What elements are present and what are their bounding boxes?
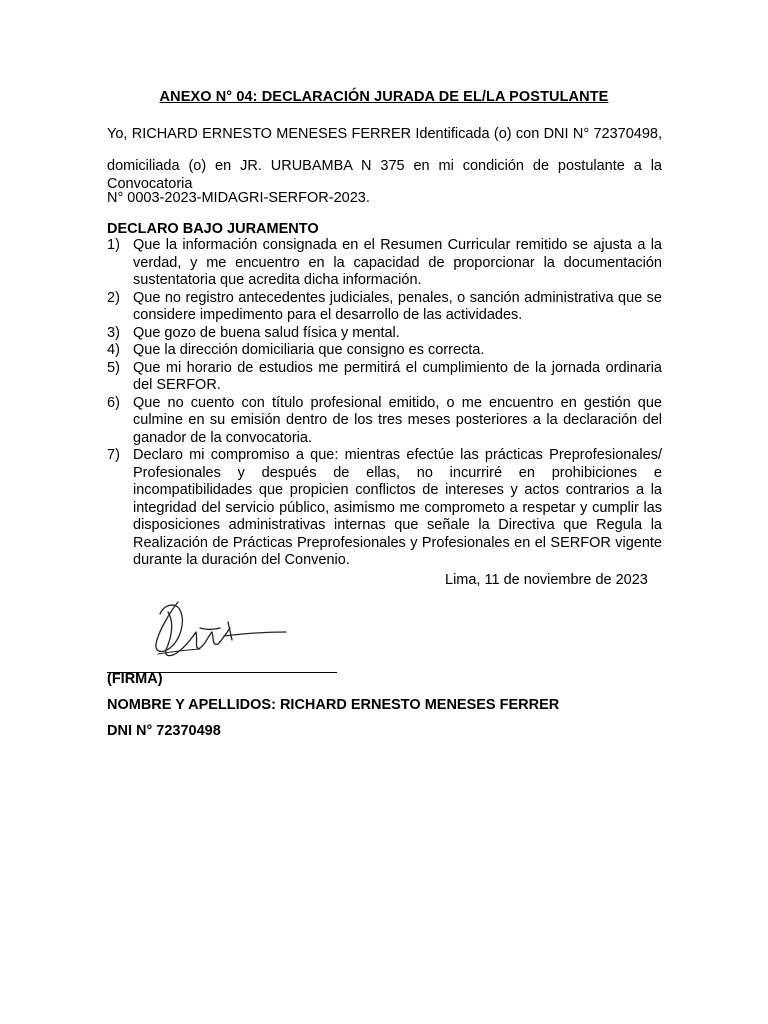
declaration-heading: DECLARO BAJO JURAMENTO: [107, 221, 319, 237]
firma-label: (FIRMA): [107, 671, 163, 687]
name-line: NOMBRE Y APELLIDOS: RICHARD ERNESTO MENESES FERRER: [107, 697, 560, 713]
document-date: Lima, 11 de noviembre de 2023: [445, 572, 648, 588]
intro-line-3: N° 0003-2023-MIDAGRI-SERFOR-2023.: [107, 190, 370, 206]
declaration-item-number: 7): [107, 447, 120, 463]
declaration-item-text: Que la información consignada en el Resumen Curricular remitido se ajusta a la verdad, y me encuentro en la capacidad de proporcionar la documentación sustentatoria que acredita dicha información.: [133, 237, 662, 288]
declaration-item-number: 2): [107, 289, 120, 306]
declaration-item-text: Que no cuento con título profesional emitido, o me encuentro en gestión que culmine en su emisión dentro de los tres meses posteriores a la declaración del ganador de la convocatoria.: [133, 394, 662, 446]
handwritten-signature: [140, 592, 290, 664]
declaration-item-text: Declaro mi compromiso a que: mientras efectúe las prácticas Preprofesionales/ Profesionales y después de ellas, no incurriré en prohibiciones e incompatibilidades que propicien conflictos de intereses y actos contrarios a la integridad del servicio público, asimismo me comprometo a respetar y cumplir las disposiciones administrativas internas que señale la Directiva que Regula la Realización de Prácticas Preprofesionales y Profesionales en el SERFOR vigente durante la duración del Convenio.: [133, 447, 662, 568]
declaration-item-number: 4): [107, 342, 120, 358]
declaration-item-number: 1): [107, 237, 120, 253]
declaration-item: [107, 290, 662, 325]
declaration-item: [107, 342, 662, 360]
declaration-item-text: Que no registro antecedentes judiciales, penales, o sanción administrativa que se considere impedimento para el desarrollo de las actividades.: [133, 289, 662, 323]
intro-line-1: Yo, RICHARD ERNESTO MENESES FERRER Identificada (o) con DNI N° 72370498,: [107, 126, 662, 142]
declaration-item: [107, 325, 662, 343]
declaration-item-text: Que la dirección domiciliaria que consigno es correcta.: [133, 342, 485, 358]
declaration-item: [107, 395, 662, 448]
declaration-item-number: 5): [107, 359, 120, 376]
declaration-item-number: 6): [107, 394, 120, 411]
declaration-list: [107, 237, 662, 570]
declaration-item: [107, 237, 662, 290]
intro-line-2: domiciliada (o) en JR. URUBAMBA N 375 en mi condición de postulante a la Convocatoria: [107, 158, 662, 192]
dni-line: DNI N° 72370498: [107, 723, 221, 739]
declaration-item: [107, 447, 662, 570]
declaration-item-text: Que gozo de buena salud física y mental.: [133, 324, 400, 341]
declaration-item-number: 3): [107, 324, 120, 341]
document-title: ANEXO N° 04: DECLARACIÓN JURADA DE EL/LA POSTULANTE: [159, 89, 609, 105]
declaration-item-text: Que mi horario de estudios me permitirá el cumplimiento de la jornada ordinaria del SERFOR.: [133, 359, 662, 393]
declaration-item: [107, 360, 662, 395]
